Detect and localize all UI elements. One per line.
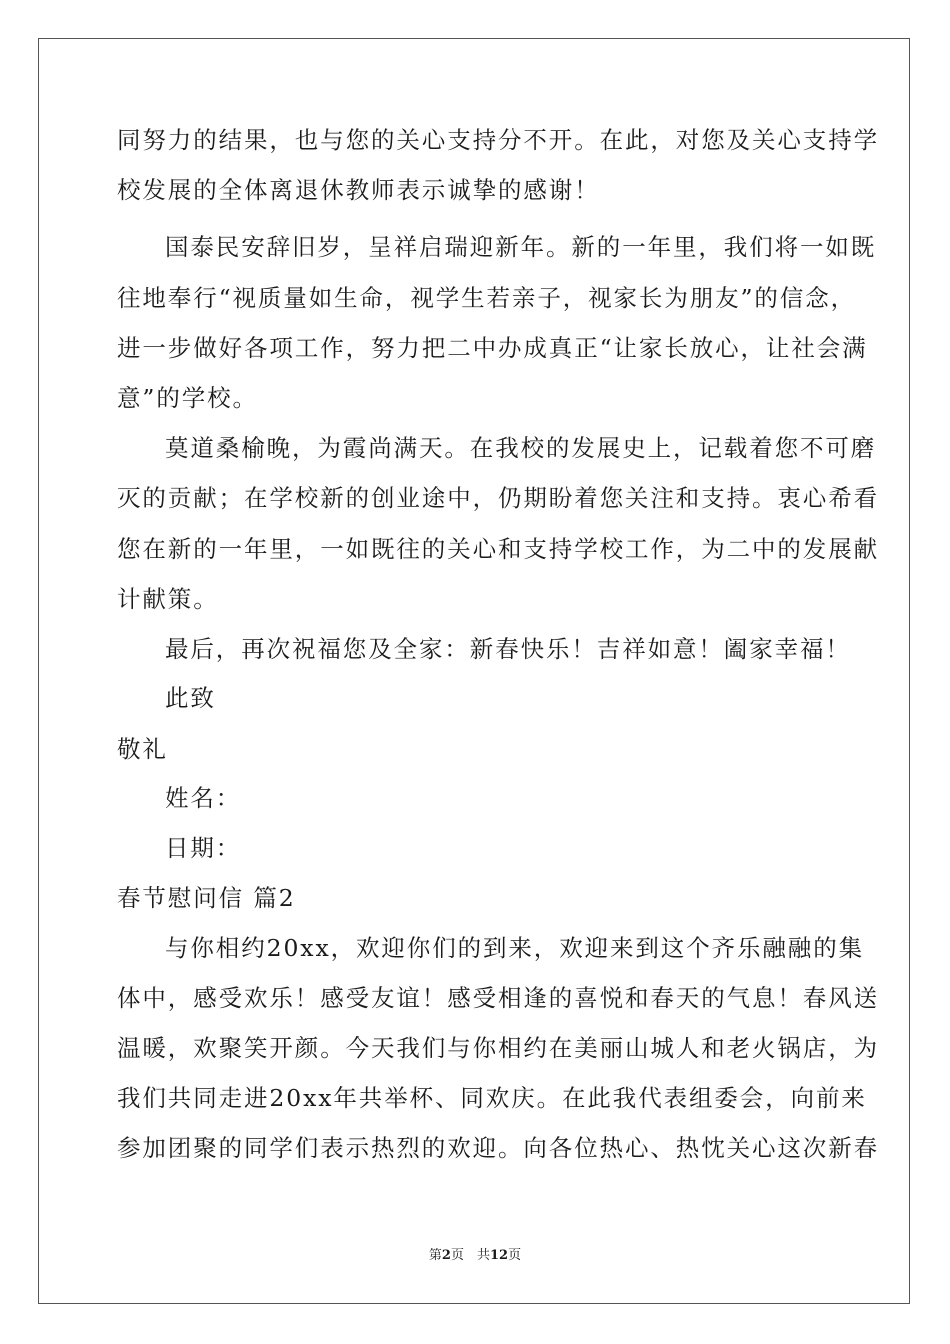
- page-footer: [0, 1244, 950, 1263]
- page-prefix: 第: [428, 1248, 442, 1263]
- paragraph-line: 意”的学校。: [117, 384, 258, 412]
- signature-name-field: 姓名：: [165, 784, 242, 812]
- paragraph-line: 进一步做好各项工作，努力把二中办成真正“让家长放心，让社会满: [117, 334, 868, 362]
- paragraph-line: 与你相约20xx，欢迎你们的到来，欢迎来到这个齐乐融融的集: [165, 934, 865, 962]
- page-current-number: 2: [441, 1248, 451, 1263]
- paragraph-line: 校发展的全体离退休教师表示诚挚的感谢！: [117, 176, 600, 204]
- closing-respect: 敬礼: [117, 735, 168, 763]
- page-total-number: 12: [489, 1248, 509, 1263]
- page-suffix: 页: [508, 1248, 522, 1263]
- paragraph-line: 体中，感受欢乐！感受友谊！感受相逢的喜悦和春天的气息！春风送: [117, 984, 879, 1012]
- closing-salutation: 此致: [165, 684, 216, 712]
- paragraph-line: 同努力的结果，也与您的关心支持分不开。在此，对您及关心支持学: [117, 126, 879, 154]
- paragraph-line: 计献策。: [117, 585, 219, 613]
- paragraph-line: 最后，再次祝福您及全家：新春快乐！吉祥如意！阖家幸福！: [165, 635, 851, 663]
- paragraph-line: 往地奉行“视质量如生命，视学生若亲子，视家长为朋友”的信念，: [117, 284, 857, 312]
- paragraph-line: 参加团聚的同学们表示热烈的欢迎。向各位热心、热忱关心这次新春: [117, 1134, 879, 1162]
- paragraph-line: 您在新的一年里，一如既往的关心和支持学校工作，为二中的发展献: [117, 535, 879, 563]
- paragraph-line: 温暖，欢聚笑开颜。今天我们与你相约在美丽山城人和老火锅店，为: [117, 1034, 879, 1062]
- section-title: 春节慰问信 篇2: [117, 884, 296, 912]
- signature-date-field: 日期：: [165, 834, 242, 862]
- paragraph-line: 灭的贡献；在学校新的创业途中，仍期盼着您关注和支持。衷心希看: [117, 484, 879, 512]
- paragraph-line: 莫道桑榆晚，为霞尚满天。在我校的发展史上，记载着您不可磨: [165, 434, 877, 462]
- paragraph-line: 我们共同走进20xx年共举杯、同欢庆。在此我代表组委会，向前来: [117, 1084, 867, 1112]
- page-border: [38, 38, 910, 1304]
- paragraph-line: 国泰民安辞旧岁，呈祥启瑞迎新年。新的一年里，我们将一如既: [165, 233, 877, 261]
- page-mid: 页 共: [450, 1248, 490, 1263]
